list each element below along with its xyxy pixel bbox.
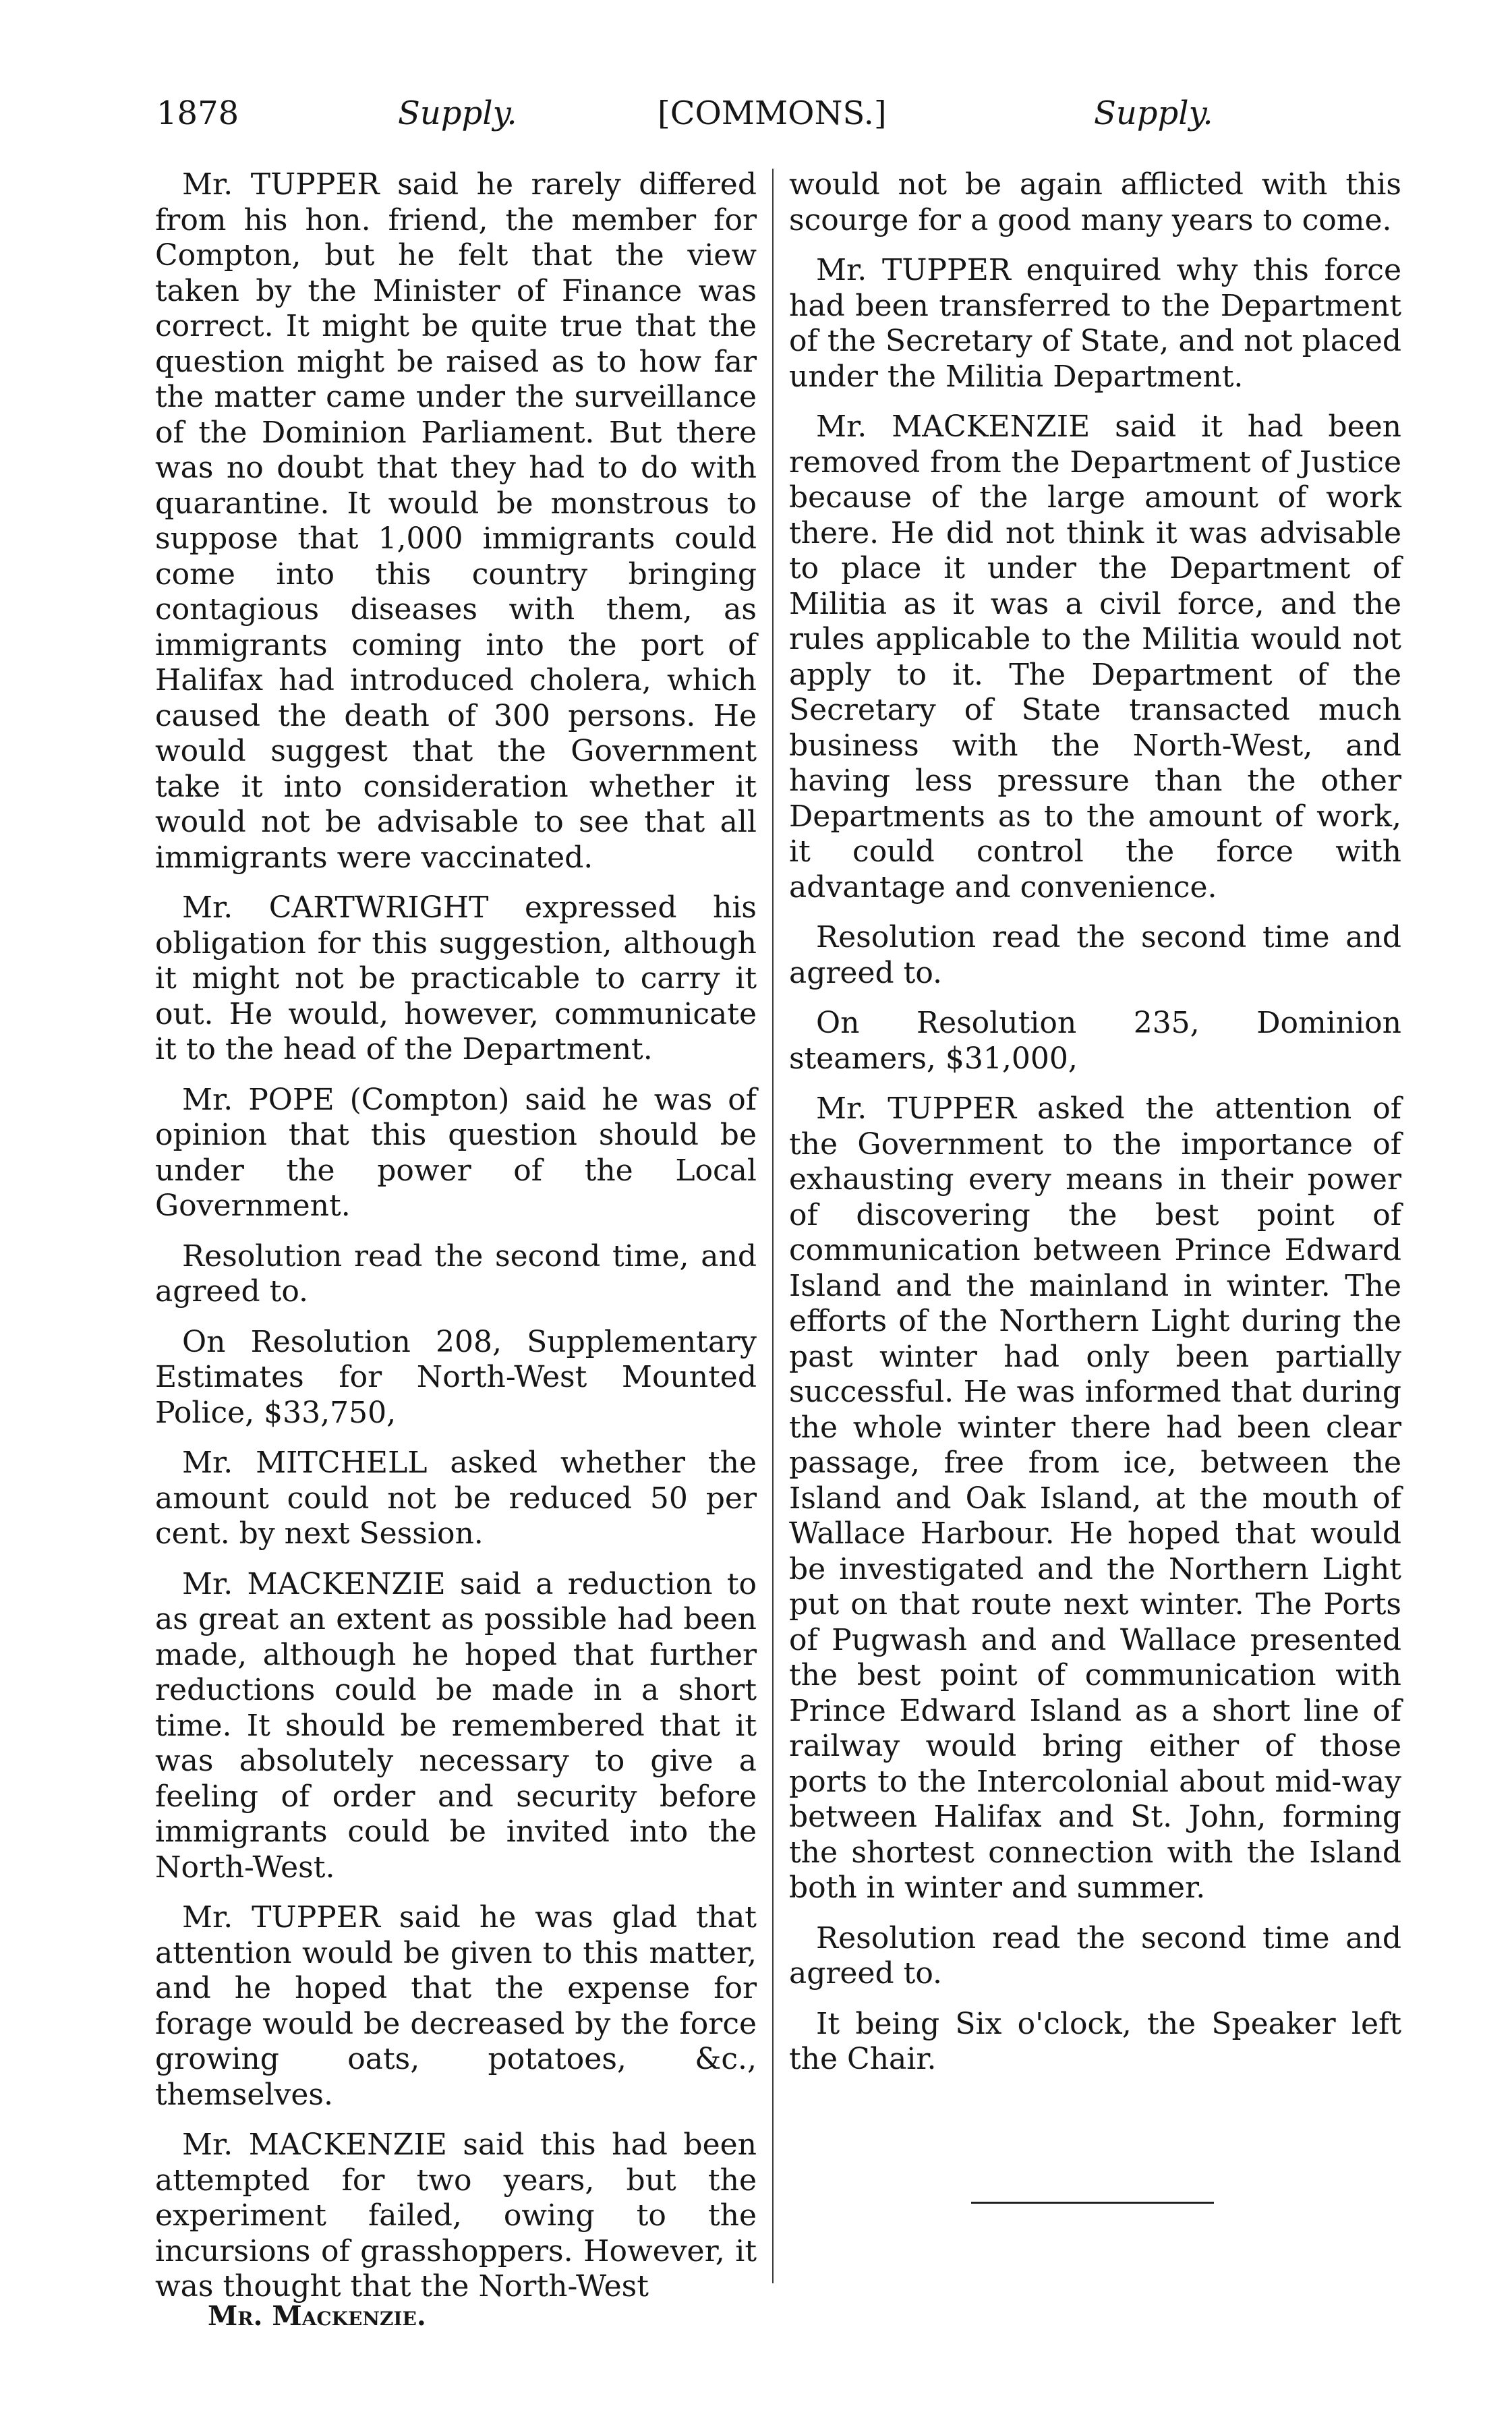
- paragraph: Mr. CARTWRIGHT expressed his obligation for this suggestion, although it might not be practicable to carry it out. He would, however, communicate it to the head of the Department.: [155, 890, 757, 1066]
- paragraph: On Resolution 208, Supplementary Estimates for North-West Mounted Police, $33,750,: [155, 1324, 757, 1430]
- running-head-left: Supply.: [398, 94, 517, 132]
- paragraph: Resolution read the second time, and agreed to.: [155, 1238, 757, 1309]
- paragraph: Mr. TUPPER said he rarely differed from his hon. friend, the member for Compton, but he felt that the view taken by the Minister of Finance was correct. It might be quite true that the question might be raised as to how far the matter came under the surveillance of the Dominion Parliament. But there was no doubt that they had to do with quarantine. It would be monstrous to suppose that 1,000 immigrants could come into this country bringing contagious diseases with them, as immigrants coming into the port of Halifax had introduced cholera, which caused the death of 300 persons. He would suggest that the Government take it into consideration whether it would not be advisable to see that all immigrants were vaccinated.: [155, 167, 757, 875]
- left-column: [155, 167, 757, 2320]
- paragraph: On Resolution 235, Dominion steamers, $31,000,: [789, 1006, 1401, 1076]
- paragraph: Mr. TUPPER enquired why this force had been transferred to the Department of the Secretary of State, and not placed under the Militia Department.: [789, 253, 1401, 394]
- paragraph: Resolution read the second time and agreed to.: [789, 920, 1401, 990]
- paragraph: Mr. TUPPER asked the attention of the Government to the importance of exhausting every means in their power of discovering the best point of communication between Prince Edward Island and the mainland in winter. The efforts of the Northern Light during the past winter had only been partially successful. He was informed that during the whole winter there had been clear passage, free from ice, between the Island and Oak Island, at the mouth of Wallace Harbour. He hoped that would be investigated and the Northern Light put on that route next winter. The Ports of Pugwash and and Wallace presented the best point of communication with Prince Edward Island as a short line of railway would bring either of those ports to the Intercolonial about mid-way between Halifax and St. John, forming the shortest connection with the Island both in winter and summer.: [789, 1091, 1401, 1905]
- right-column: [789, 167, 1401, 2092]
- paragraph: Mr. MITCHELL asked whether the amount could not be reduced 50 per cent. by next Session.: [155, 1446, 757, 1551]
- section-end-rule: [971, 2202, 1214, 2204]
- running-head-center: [COMMONS.]: [658, 94, 887, 132]
- paragraph: Resolution read the second time and agreed to.: [789, 1920, 1401, 1991]
- paragraph: would not be again afflicted with this scourge for a good many years to come.: [789, 167, 1401, 237]
- catchword: Mr. Mackenzie.: [208, 2300, 426, 2332]
- paragraph: It being Six o'clock, the Speaker left the Chair.: [789, 2006, 1401, 2076]
- paragraph: Mr. MACKENZIE said it had been removed from the Department of Justice because of the large amount of work there. He did not think it was advisable to place it under the Department of Militia as it was a civil force, and the rules applicable to the Militia would not apply to it. The Department of the Secretary of State transacted much business with the North-West, and having less pressure than the other Departments as to the amount of work, it could control the force with advantage and convenience.: [789, 409, 1401, 905]
- paragraph: Mr. MACKENZIE said a reduction to as great an extent as possible had been made, although he hoped that further reductions could be made in a short time. It should be remembered that it was absolutely necessary to give a feeling of order and security before immigrants could be invited into the North-West.: [155, 1566, 757, 1885]
- running-head-right: Supply.: [1094, 94, 1213, 132]
- column-divider: [772, 169, 774, 2283]
- paragraph: Mr. MACKENZIE said this had been attempted for two years, but the experiment failed, owing to the incursions of grasshoppers. However, it was thought that the North-West: [155, 2128, 757, 2304]
- paragraph: Mr. POPE (Compton) said he was of opinion that this question should be under the power of the Local Government.: [155, 1082, 757, 1223]
- page-number: 1878: [156, 94, 239, 132]
- paragraph: Mr. TUPPER said he was glad that attention would be given to this matter, and he hoped that the expense for forage would be decreased by the force growing oats, potatoes, &c., themselves.: [155, 1900, 757, 2112]
